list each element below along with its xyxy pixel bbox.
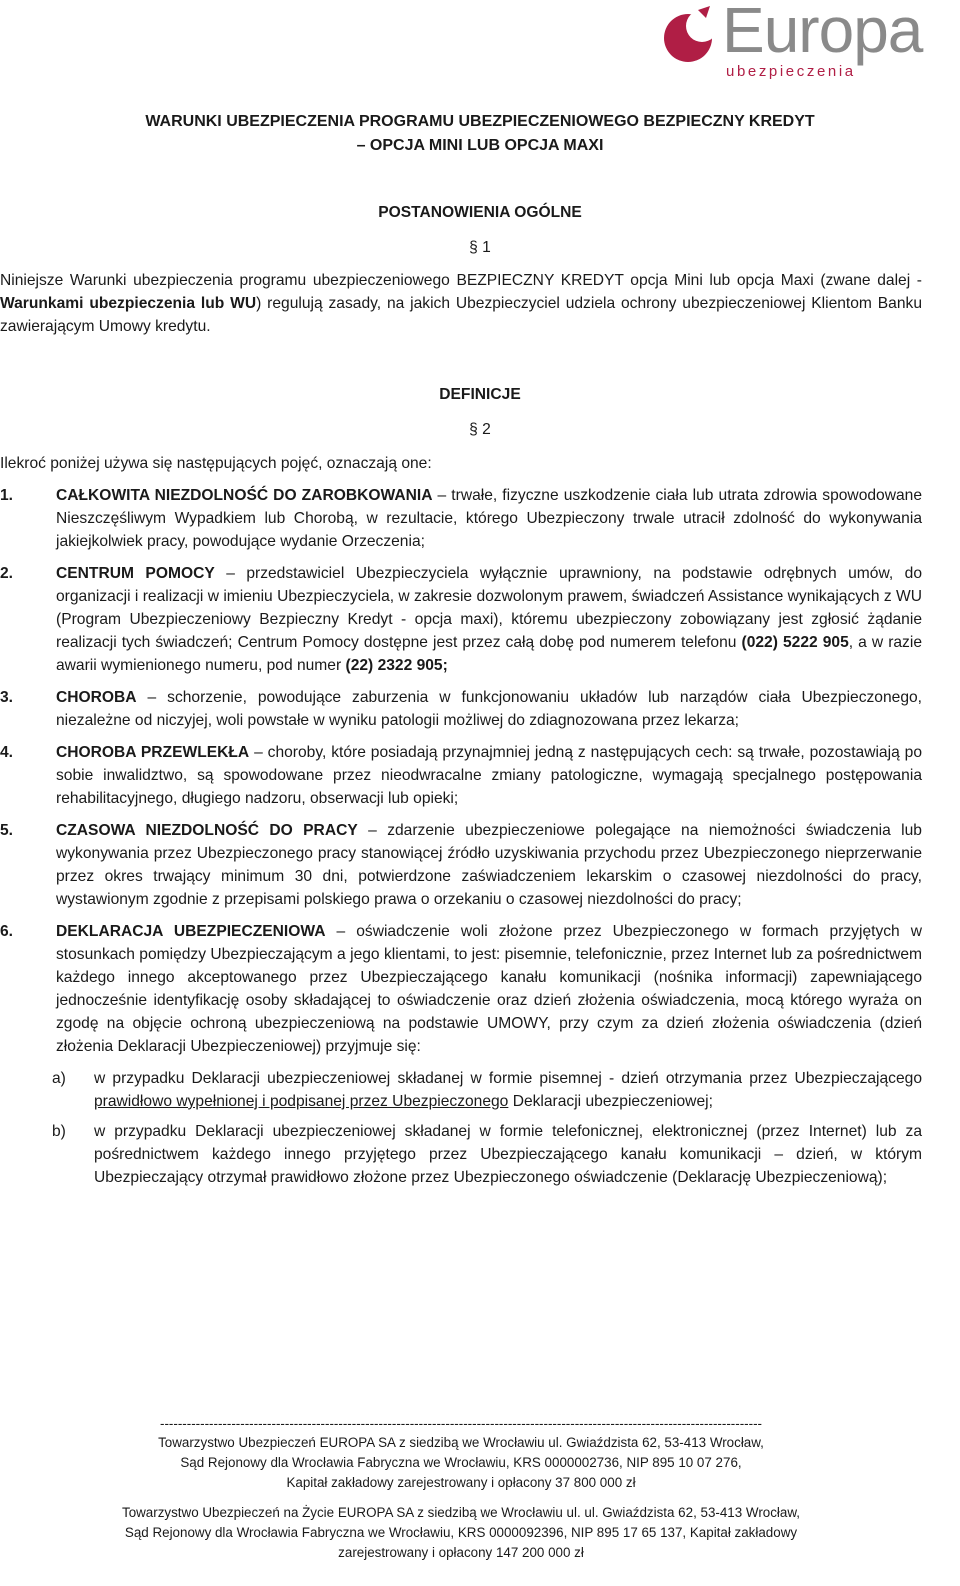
europa-logo-mark-icon [654,4,724,66]
definition-item [0,484,922,553]
footer-line: Towarzystwo Ubezpieczeń EUROPA SA z siedzibą we Wrocławiu ul. Gwiaździsta 62, 53-413 Wrocław, [158,1435,764,1450]
definition-body: – choroby, które posiadają przynajmniej jedną z następujących cech: są trwałe, pozostawiają po sobie inwalidztwo, są spowodowane przez nieodwracalne zmiany patologiczne, wymagają specjalnego postępowania rehabilitacyjnego, długiego nadzoru, obserwacji lub opieki; [56,744,922,807]
definition-number: 2. [0,565,14,582]
document-title-line2: – OPCJA MINI LUB OPCJA MAXI [356,137,604,154]
definition-body-mid: , a w razie awarii wymienionego numeru, pod numer [56,634,922,674]
definition-body: – zdarzenie ubezpieczeniowe polegające na niemożności świadczenia lub wykonywania przez Ubezpieczonego pracy stanowiącej źródło uzyskiwania przychodu przez Ubezpieczonego nieprzerwanie przez okres trwający minimum 30 dni, potwierdzone zaświadczeniem lekarskim o czasowej niezdolności do pracy, wystawionym zgodnie z przepisami polskiego prawa o orzekaniu o czasowej niezdolności do pracy; [56,822,922,908]
definition-text [56,484,922,553]
definition-number: 1. [0,487,14,504]
definition-body: – schorzenie, powodujące zaburzenia w funkcjonowaniu układów lub narządów ciała Ubezpieczonego, niezależne od niczyjej, woli powstałe w wyniku patologii możliwej do zdiagnozowana przez lekarza; [56,689,922,729]
definition-text [56,920,922,1058]
definition-body: – oświadczenie woli złożone przez Ubezpieczonego w formach przyjętych w stosunkach pomiędzy Ubezpieczającym a jego klientami, to jest: pisemnie, telefonicznie, przez Internet lub za pośrednictwem każdego innego akceptowanego przez Ubezpieczającego kanału komunikacji (nośnika informacji) zapewniającego jednocześnie identyfikację osoby składającej to oświadczenie oraz dzień złożenia oświadczenia, mocą którego wyraża on zgodę na objęcie ochroną ubezpieczeniową na podstawie UMOWY, przy czym za dzień złożenia oświadczenia (dzień złożenia Deklaracji Ubezpieczeniowej) przyjmuje się: [56,923,923,1055]
definition-text [56,819,922,911]
subitem-text-b: Deklaracji ubezpieczeniowej; [508,1093,713,1110]
footer-line: zarejestrowany i opłacony 147 200 000 zł [338,1545,584,1560]
europa-logo [654,2,954,82]
definition-text [56,741,922,810]
footer-company-2 [0,1503,922,1563]
definition-term: CENTRUM POMOCY [56,565,215,582]
general-section-number: § 1 [469,239,491,256]
definition-body: – trwałe, fizyczne uszkodzenie ciała lub utrata zdrowia spowodowane Nieszczęśliwym Wypadkiem lub Chorobą, w rezultacie, którego Ubezpieczony trwale utracił zdolność do wykonywania jakiejkolwiek pracy, powodujące wydanie Orzeczenia; [56,487,922,550]
definition-subitem-b [52,1120,922,1189]
definition-subitem-a [52,1067,922,1113]
definition-number: 6. [0,923,14,940]
centrum-phone-backup: (22) 2322 905; [345,657,448,674]
footer-line: Towarzystwo Ubezpieczeń na Życie EUROPA SA z siedzibą we Wrocławiu ul. ul. Gwiaździsta 62, 53-413 Wrocław, [122,1505,800,1520]
general-text-bold: Warunkami ubezpieczenia lub WU [0,295,257,312]
general-paragraph [0,269,922,338]
document-title-line1: WARUNKI UBEZPIECZENIA PROGRAMU UBEZPIECZENIOWEGO BEZPIECZNY KREDYT [145,113,815,130]
subitem-text: w przypadku Deklaracji ubezpieczeniowej składanej w formie telefonicznej, elektronicznej (przez Internet) lub za pośrednictwem każdego innego przyjętego przez Ubezpieczającego kanału komunikacji – dzień, w którym Ubezpieczający otrzymał prawidłowo złożone przez Ubezpieczonego oświadczenie (Deklarację Ubezpieczeniową); [94,1123,922,1186]
definition-text [56,686,922,732]
definition-number: 3. [0,689,14,706]
general-text-c: ) regulują zasady, na jakich Ubezpieczyciel udziela ochrony ubezpieczeniowej Klientom Banku zawierającym Umowy kredytu. [0,295,922,335]
definition-term: DEKLARACJA UBEZPIECZENIOWA [56,923,326,940]
subitem-text [94,1067,922,1113]
definitions-intro: Ilekroć poniżej używa się następujących pojęć, oznaczają one: [0,455,432,472]
subitem-label: a) [52,1070,66,1087]
general-heading: POSTANOWIENIA OGÓLNE [378,204,582,221]
definition-item [0,819,922,911]
definition-number: 4. [0,744,14,761]
footer-line: Kapitał zakładowy zarejestrowany i opłacony 37 800 000 zł [286,1475,636,1490]
definitions-list [0,484,922,1196]
logo-subtitle: ubezpieczenia [726,63,856,80]
definition-item [0,920,922,1058]
definition-body: – przedstawiciel Ubezpieczyciela wyłącznie uprawniony, na podstawie odrębnych umów, do organizacji i realizacji w imieniu Ubezpieczyciela, w zakresie dozwolonym prawem, świadczeń Assistance wynikających z WU (Program Ubezpieczeniowy Bezpieczny Kredyt - opcja maxi), któremu ubezpieczony zobowiązany jest zgłosić żądanie realizacji tych świadczeń; Centrum Pomocy dostępne jest przez całą dobę pod numerem telefonu [56,565,922,651]
definition-term: CHOROBA [56,689,137,706]
definition-item [0,686,922,732]
definition-number: 5. [0,822,14,839]
definitions-heading: DEFINICJE [439,386,521,403]
footer-company-1 [0,1433,922,1493]
footer-line: Sąd Rejonowy dla Wrocławia Fabryczna we Wrocławiu, KRS 0000092396, NIP 895 17 65 137, Kapitał zakładowy [124,1525,798,1540]
definition-term: CHOROBA PRZEWLEKŁA [56,744,250,761]
definition-term: CZASOWA NIEZDOLNOŚĆ DO PRACY [56,822,358,839]
definition-term: CAŁKOWITA NIEZDOLNOŚĆ DO ZAROBKOWANIA [56,487,433,504]
general-text-a: Niniejsze Warunki ubezpieczenia programu ubezpieczeniowego BEZPIECZNY KREDYT opcja Mini lub opcja Maxi (zwane dalej - [0,272,922,289]
definition-item [0,562,922,677]
definition-item [0,741,922,810]
subitem-text-a: w przypadku Deklaracji ubezpieczeniowej składanej w formie pisemnej - dzień otrzymania przez Ubezpieczającego [94,1070,922,1087]
footer-line: Sąd Rejonowy dla Wrocławia Fabryczna we Wrocławiu, KRS 0000002736, NIP 895 10 07 276, [180,1455,742,1470]
definitions-section-number: § 2 [469,421,491,438]
logo-wordmark: Europa [722,0,923,66]
centrum-phone-primary: (022) 5222 905 [741,634,849,651]
definition-text [56,562,922,677]
subitem-underlined: prawidłowo wypełnionej i podpisanej przez Ubezpieczonego [94,1093,509,1110]
subitem-label: b) [52,1123,66,1140]
footer-separator: --------------------------------------------------------------------------------------------------------------------------------------- [160,1416,762,1431]
